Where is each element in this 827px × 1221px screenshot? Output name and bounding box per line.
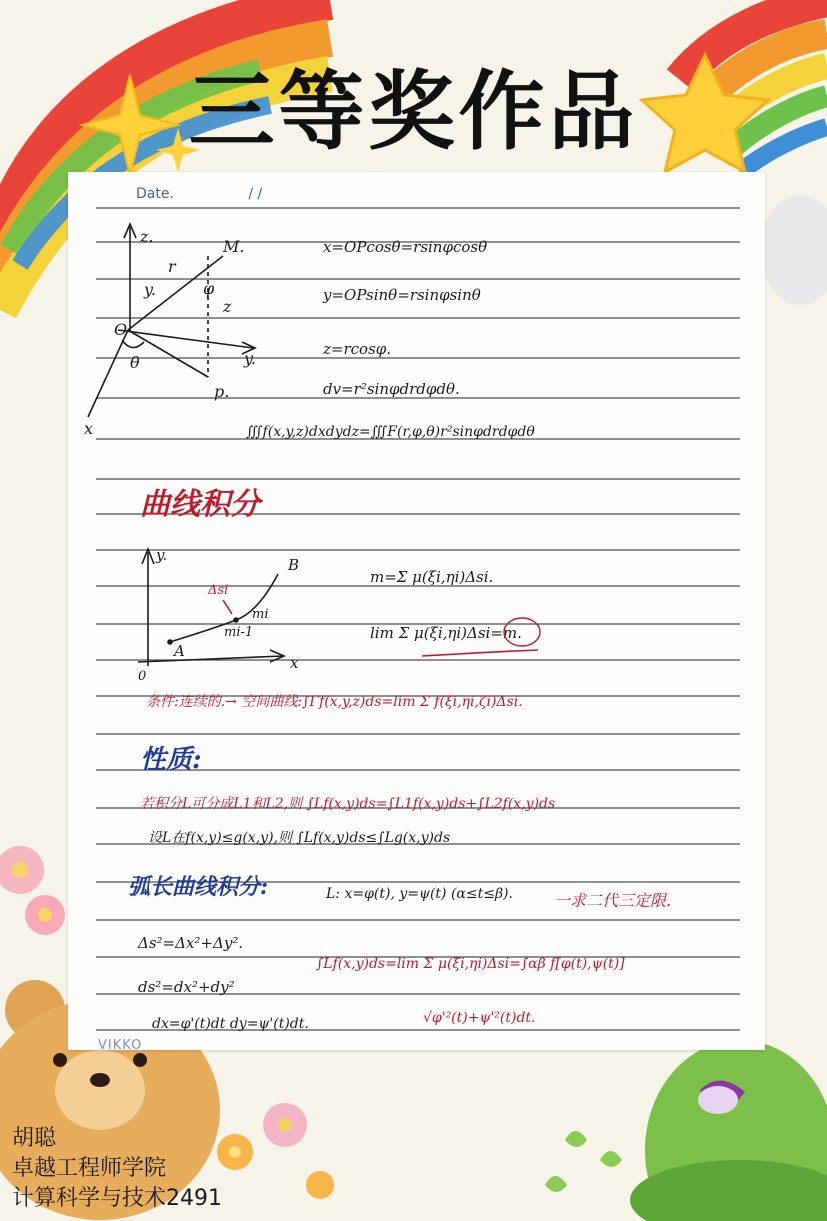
author-info — [12, 1124, 222, 1214]
section-properties: 性质: — [140, 745, 202, 775]
notebook-lines — [68, 172, 765, 1050]
spherical-eq-dv: dv=r²sinφdrdφdθ. — [323, 380, 460, 398]
ds-equation-1: Δs²=Δx²+Δy². — [138, 934, 244, 952]
section-arc-length: 弧长曲线积分: — [128, 874, 269, 900]
parametric-equation: L: x=φ(t), y=ψ(t) (α≤t≤β). — [326, 886, 513, 902]
leaf-decoration — [545, 1131, 622, 1192]
axis-x-label: x — [84, 419, 94, 438]
author-class: 计算科学与技术2491 — [12, 1186, 222, 1211]
spherical-eq-integral: ∭f(x,y,z)dxdydz=∭F(r,φ,θ)r²sinφdrdφdθ — [246, 424, 535, 440]
frog-decoration — [630, 1040, 827, 1221]
ds-equation-2: ds²=dx²+dy² — [138, 978, 235, 996]
section-curve-integral: 曲线积分 — [140, 487, 260, 522]
curve-point-a: A — [174, 642, 185, 660]
notebook-brand: VIKKO — [98, 1038, 143, 1050]
property-line-2: 设L在f(x,y)≤g(x,y),则 ∫Lf(x,y)ds≤∫Lg(x,y)ds — [148, 830, 451, 846]
cloud-decoration — [760, 195, 827, 305]
spherical-eq-x: x=OPcosθ=rsinφcosθ — [323, 238, 488, 256]
red-formula: ∫Lf(x,y)ds=lim Σ μ(ξi,ηi)Δsi=∫αβ f[φ(t),ψ(t)] — [316, 956, 625, 972]
red-note: 一求二代三定限. — [554, 891, 672, 910]
notebook-page — [68, 172, 765, 1050]
red-sqrt: √φ'²(t)+ψ'²(t)dt. — [423, 1010, 536, 1026]
curve-label-dsi: Δsi — [208, 583, 229, 598]
author-name: 胡聪 — [12, 1126, 57, 1151]
axis-y-label: y. — [244, 349, 256, 368]
label-z-inner: z — [223, 297, 232, 316]
curve-label-mi1: mi-1 — [224, 625, 254, 640]
point-p-label: p. — [214, 382, 230, 401]
condition-line: 条件:连续的.→ 空间曲线:∫Γf(x,y,z)ds=lim Σ f(ξi,ηi,ζi)Δsi. — [146, 694, 523, 710]
mass-limit-equation: lim Σ μ(ξi,ηi)Δsi=m. — [370, 624, 522, 642]
label-r: r — [168, 257, 176, 276]
axis-y-small-label: y. — [144, 280, 156, 299]
mass-equation: m=Σ μ(ξi,ηi)Δsi. — [370, 568, 494, 586]
curve-axis-y: y. — [156, 546, 168, 564]
spherical-eq-y: y=OPsinθ=rsinφsinθ — [323, 286, 481, 304]
poster-title: 三等奖作品 — [188, 62, 639, 162]
curve-label-mi: mi — [252, 607, 269, 622]
curve-origin: 0 — [138, 669, 147, 684]
spherical-eq-z: z=rcosφ. — [323, 340, 392, 358]
axis-z-label: z. — [140, 227, 154, 246]
point-m-label: M. — [223, 237, 245, 256]
origin-label: O — [114, 320, 128, 339]
property-line-1: 若积分L可分成L1和L2,则 ∫Lf(x,y)ds=∫L1f(x,y)ds+∫L2f(x,y)ds — [140, 796, 556, 812]
ds-equation-3: dx=φ'(t)dt dy=ψ'(t)dt. — [152, 1016, 309, 1032]
label-theta: θ — [130, 353, 140, 372]
author-college: 卓越工程师学院 — [12, 1156, 167, 1181]
label-phi: φ — [203, 279, 215, 298]
curve-point-b: B — [288, 556, 300, 574]
curve-axis-x: x — [290, 654, 299, 672]
date-label: Date. / / — [136, 186, 263, 202]
